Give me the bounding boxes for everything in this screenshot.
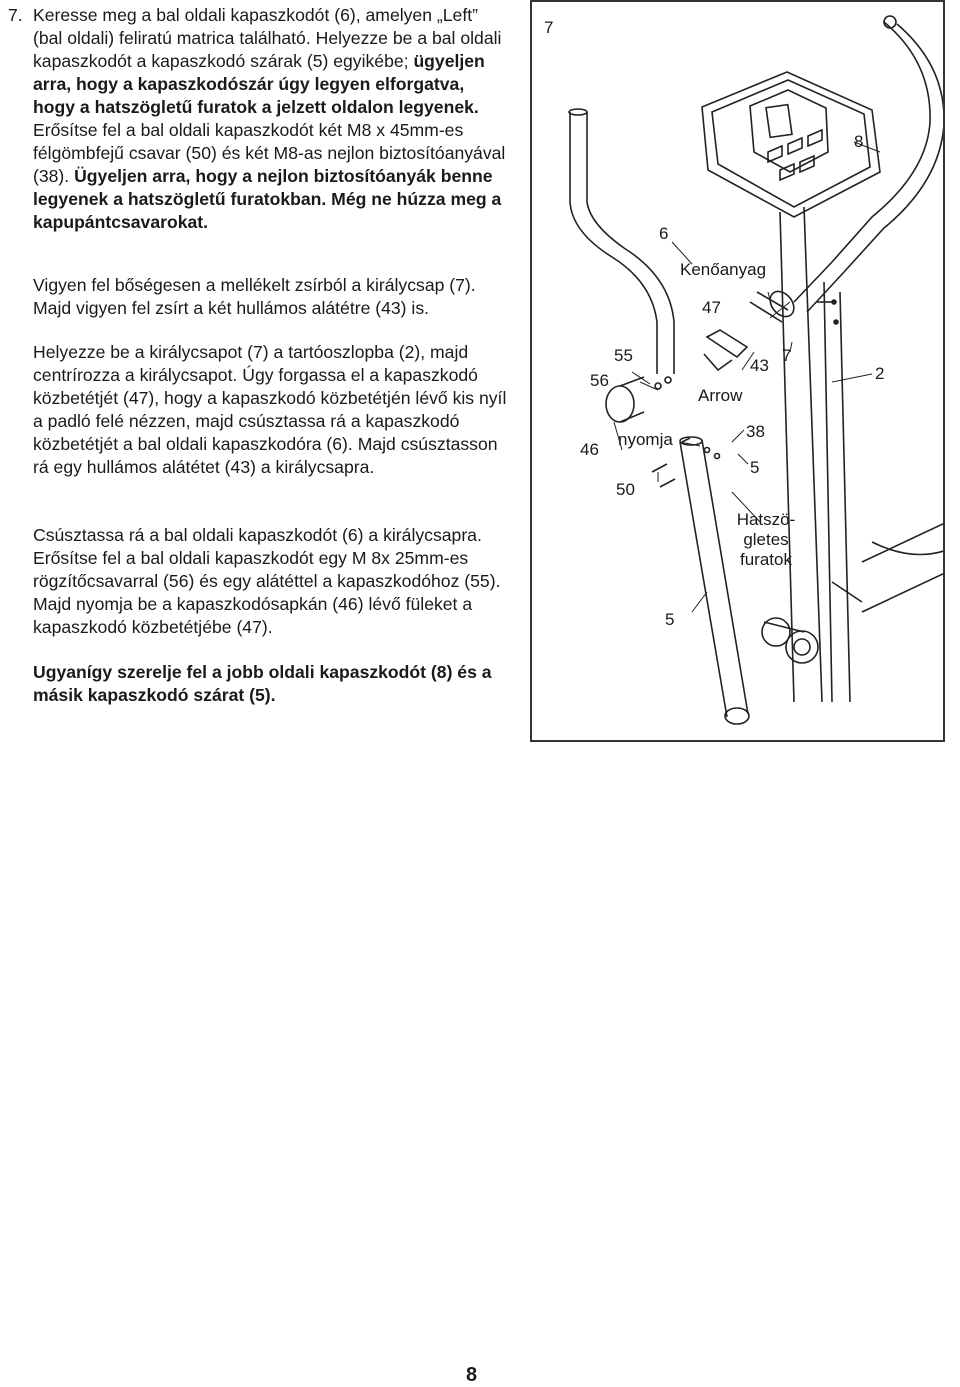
label-6: 6 xyxy=(659,224,669,243)
label-43: 43 xyxy=(750,356,769,375)
figure-step-label: 7 xyxy=(544,18,554,37)
label-2: 2 xyxy=(875,364,885,383)
p1-text-b-bold: ügyeljen arra, hogy a kapaszkodószár úgy legyen elforgatva, hogy a hatszögletű furatok a jelzett oldalon legyenek. xyxy=(33,51,485,117)
label-arrow: Arrow xyxy=(698,386,743,405)
right-lower-leg xyxy=(824,282,850,702)
label-5-upper: 5 xyxy=(750,458,760,477)
left-lower-leg xyxy=(680,437,749,724)
step-paragraph-4: Csúsztassa rá a bal oldali kapaszkodót (6) a királycsapra. Erősítse fel a bal oldali kapaszkodót egy M 8x 25mm-es rögzítőcsavarral (56) és egy alátéttel a kapaszkodóhoz (55). Majd nyomja be a kapaszkodósapkán (46) lévő füleket a kapaszkodó közbetétjébe (47). xyxy=(33,525,501,637)
label-38: 38 xyxy=(746,422,765,441)
p1-text-c: Erősítse fel a bal oldali kapaszkodót két M8 x 45mm-es félgömbfejű csavar (50) és két M8-as nejlon biztosítóanyával (38). xyxy=(33,120,506,186)
step-paragraph-1 xyxy=(33,4,508,234)
label-56: 56 xyxy=(590,371,609,390)
p1-text-d-bold: Ügyeljen arra, hogy a nejlon biztosítóanyák benne legyenek a hatszögletű furatokban. Még ne húzza meg a kapupántcsavarokat. xyxy=(33,166,502,232)
label-hatszogletes-furatok: Hatszö-gletes furatok xyxy=(736,510,796,569)
label-nyomja: nyomja xyxy=(618,430,673,449)
label-55: 55 xyxy=(614,346,633,365)
label-8: 8 xyxy=(854,132,864,151)
label-46: 46 xyxy=(580,440,599,459)
step-number: 7. xyxy=(8,5,23,25)
label-5-lower: 5 xyxy=(665,610,675,629)
assembly-figure xyxy=(530,0,945,742)
label-50: 50 xyxy=(616,480,635,499)
label-47: 47 xyxy=(702,298,721,317)
step-paragraph-2: Vigyen fel bőségesen a mellékelt zsírból a királycsap (7). Majd vigyen fel zsírt a két hullámos alátétre (43) is. xyxy=(33,275,476,318)
p1-text-a: Keresse meg a bal oldali kapaszkodót (6), amelyen „Left” (bal oldali) feliratú matrica található. Helyezze be a bal oldali kapaszkodót a kapaszkodó szárak (5) egyikébe; xyxy=(33,5,502,71)
step-paragraph-3: Helyezze be a királycsapot (7) a tartóoszlopba (2), majd centrírozza a királycsapot. Úgy forgassa el a kapaszkodó közbetétjét (47), hogy a kapaszkodó közbetétjén lévő kis nyíl a padló felé nézzen, majd csúsztassa rá a kapaszkodó közbetétjét a bal oldali kapaszkodóra (6). Majd csúsztasson rá egy hullámos alátétet (43) a királycsapra. xyxy=(33,342,507,477)
label-kenoanyag: Kenőanyag xyxy=(680,260,767,279)
page-number: 8 xyxy=(466,1364,478,1386)
label-7: 7 xyxy=(782,346,792,365)
step-paragraph-5-bold: Ugyanígy szerelje fel a jobb oldali kapaszkodót (8) és a másik kapaszkodó szárat (5). xyxy=(33,662,492,705)
